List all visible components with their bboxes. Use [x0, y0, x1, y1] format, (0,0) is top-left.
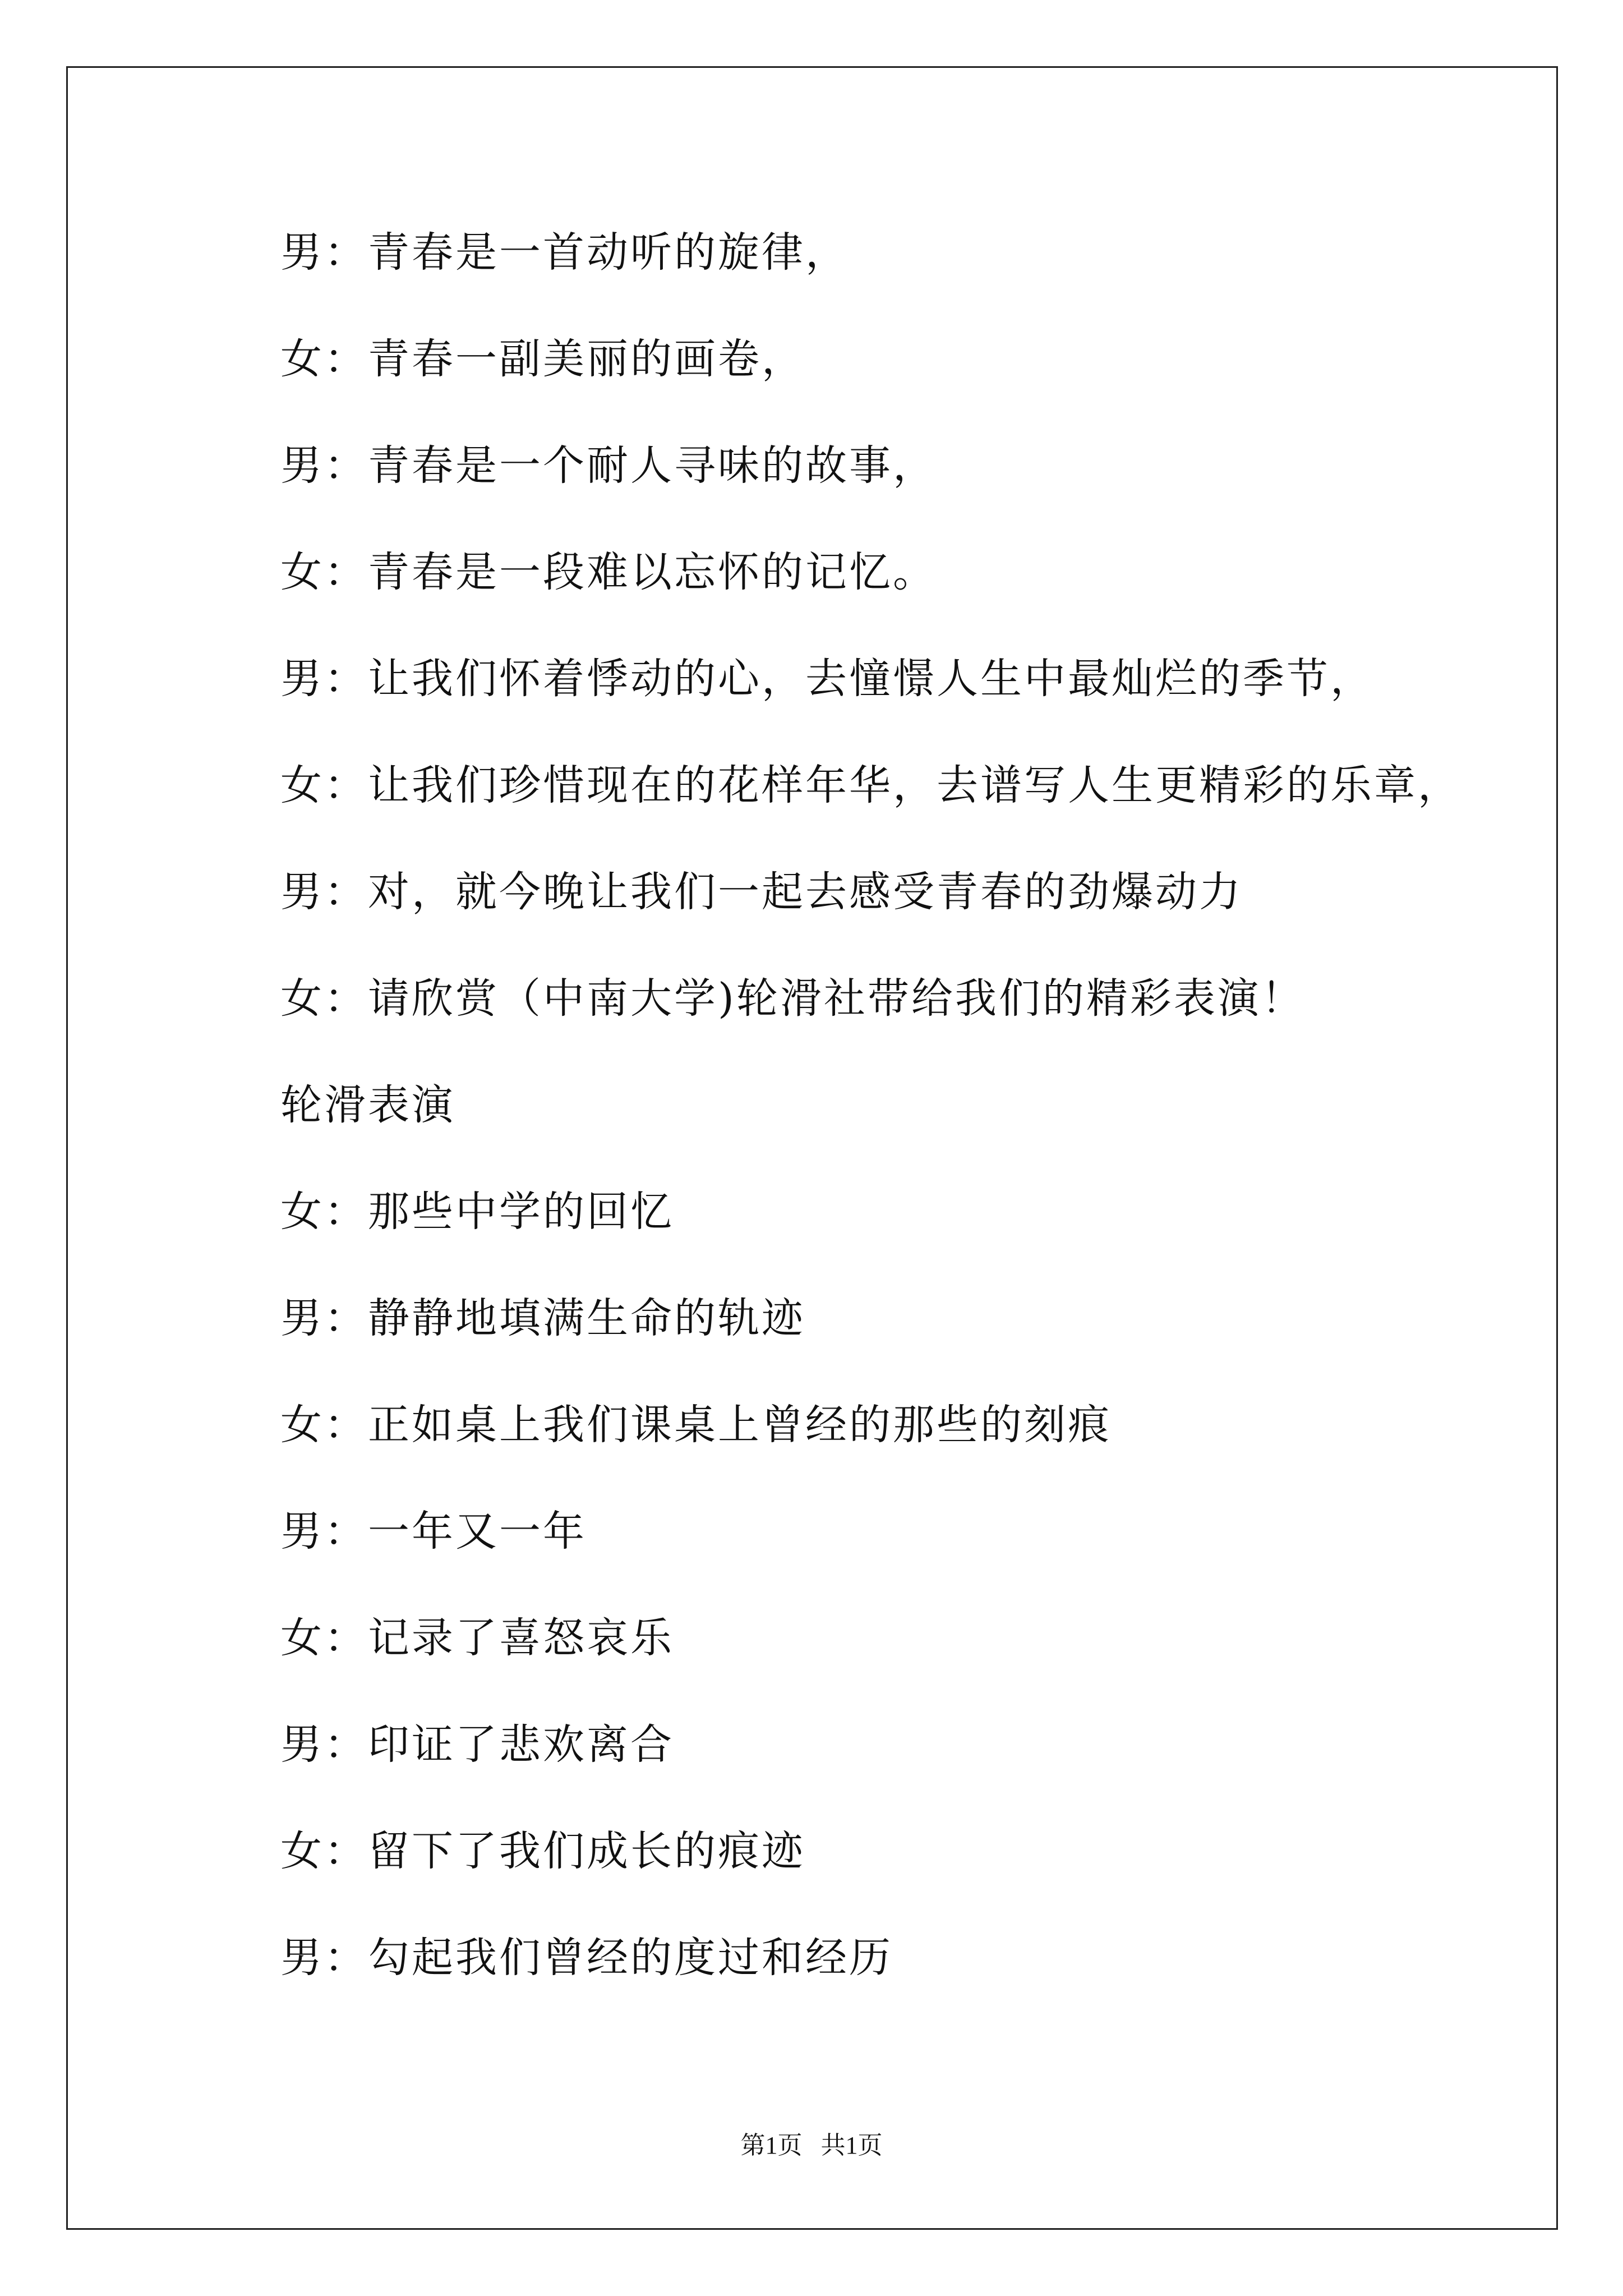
dialogue-line: 男：静静地填满生命的轨迹: [280, 1294, 805, 1342]
dialogue-line: 男：一年又一年: [280, 1507, 587, 1556]
dialogue-line: 女：那些中学的回忆: [280, 1188, 674, 1236]
dialogue-line: 女：请欣赏（中南大学)轮滑社带给我们的精彩表演！: [280, 974, 1305, 1023]
dialogue-line: 男：让我们怀着悸动的心，去憧憬人生中最灿烂的季节，: [280, 655, 1374, 703]
dialogue-line: 女：青春一副美丽的画卷，: [280, 335, 805, 383]
dialogue-line: 男：印证了悲欢离合: [280, 1720, 674, 1769]
page-footer: 第1页 共1页: [740, 2132, 883, 2159]
dialogue-line: 男：青春是一个耐人寻味的故事，: [280, 441, 937, 490]
dialogue-line: 女：留下了我们成长的痕迹: [280, 1827, 805, 1875]
dialogue-line: 男：对，就今晚让我们一起去感受青春的劲爆动力: [280, 868, 1243, 916]
dialogue-line: 女：记录了喜怒哀乐: [280, 1614, 674, 1662]
dialogue-line: 女：让我们珍惜现在的花样年华，去谱写人生更精彩的乐章，: [280, 761, 1461, 809]
dialogue-line: 男：勾起我们曾经的度过和经历: [280, 1934, 893, 1982]
dialogue-line: 男：青春是一首动听的旋律，: [280, 228, 849, 277]
dialogue-line: 女：正如桌上我们课桌上曾经的那些的刻痕: [280, 1401, 1112, 1449]
document-body: [280, 222, 1514, 2033]
section-heading: 轮滑表演: [280, 1081, 455, 1129]
dialogue-line: 女：青春是一段难以忘怀的记忆。: [280, 548, 937, 596]
